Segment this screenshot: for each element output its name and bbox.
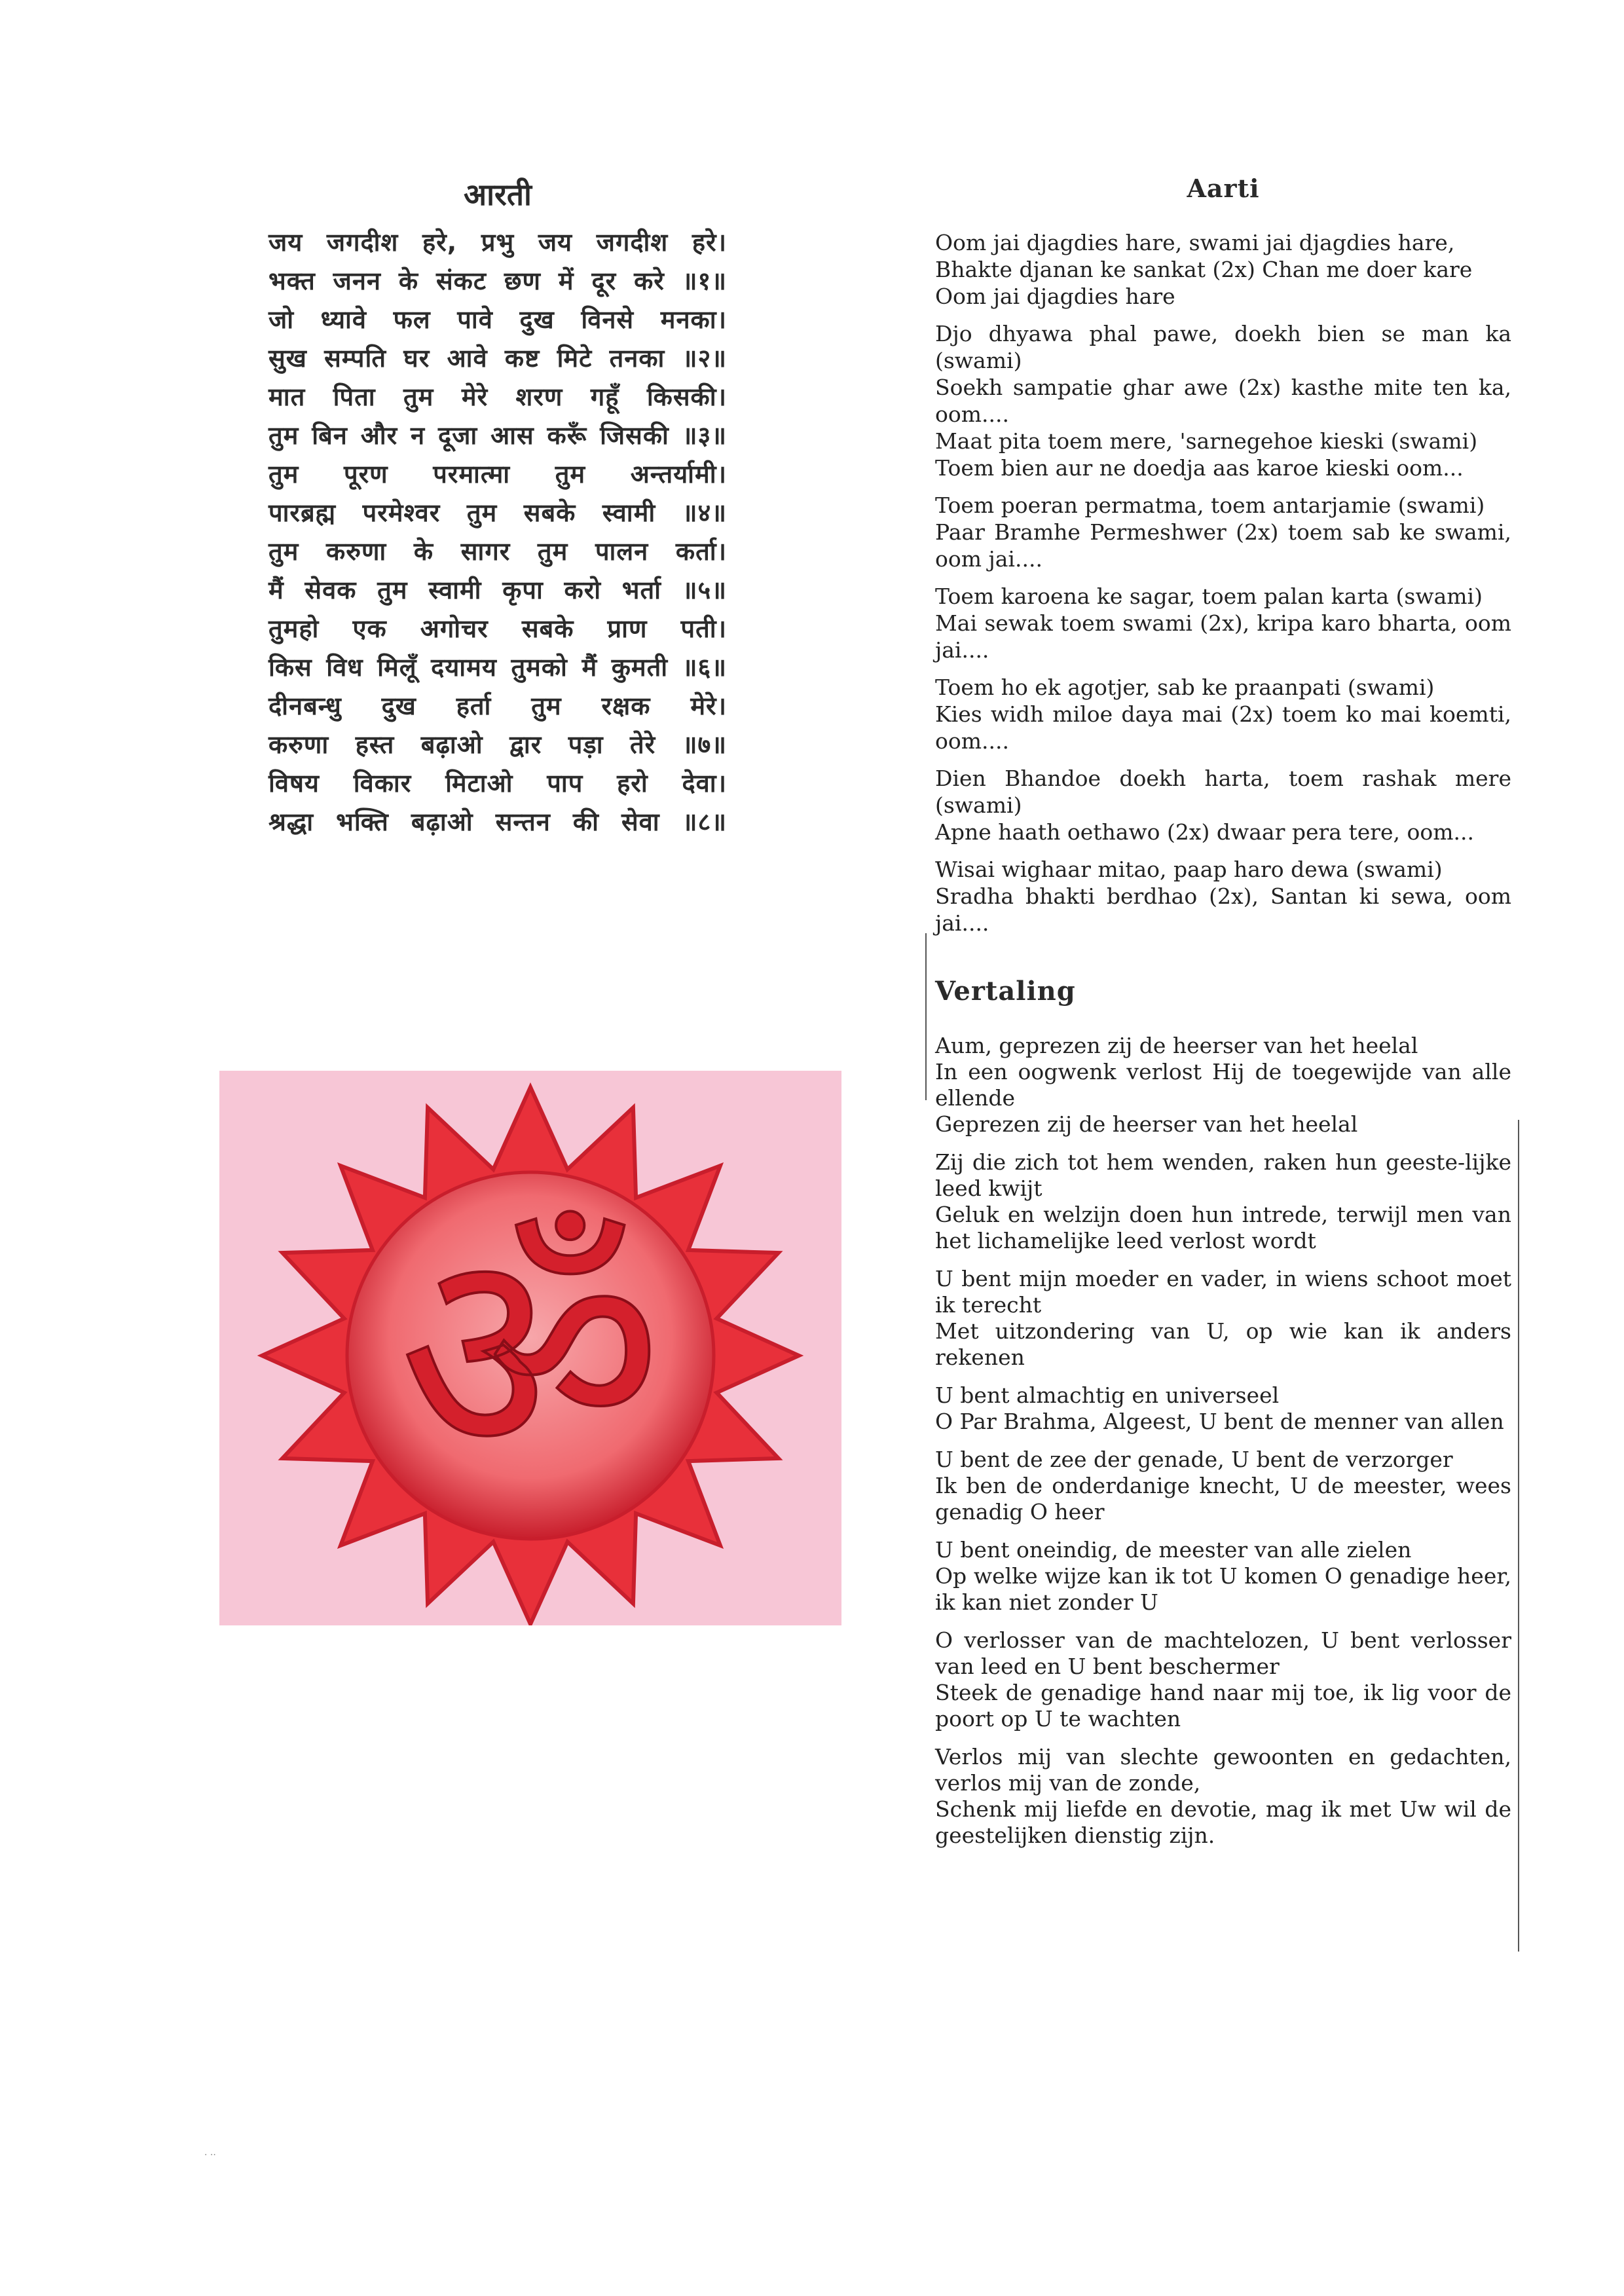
aarti-stanza bbox=[935, 492, 1511, 572]
hindi-line: मात पिता तुम मेरे शरण गहूँ किसकी। bbox=[268, 382, 727, 411]
aarti-stanza bbox=[935, 765, 1511, 845]
vertaling-title: Vertaling bbox=[935, 976, 1076, 1007]
hindi-lines bbox=[268, 223, 727, 842]
aarti-line: Bhakte djanan ke sankat (2x) Chan me doer kare bbox=[935, 257, 1473, 282]
vertaling-line: U bent almachtig en universeel bbox=[935, 1382, 1280, 1408]
hindi-line: पारब्रह्म परमेश्वर तुम सबके स्वामी ॥४॥ bbox=[268, 498, 727, 527]
hindi-line: जय जगदीश हरे, प्रभु जय जगदीश हरे। bbox=[268, 228, 727, 257]
vertaling-line: Verlos mij van slechte gewoonten en gedachten, verlos mij van de zonde, bbox=[935, 1744, 1511, 1796]
aarti-line: Wisai wighaar mitao, paap haro dewa (swami) bbox=[935, 857, 1443, 882]
aarti-line: Kies widh miloe daya mai (2x) toem ko mai koemti, oom.... bbox=[935, 701, 1511, 754]
margin-rule-right bbox=[1518, 1120, 1519, 1952]
vertaling-stanza bbox=[935, 1149, 1511, 1254]
vertaling-stanza bbox=[935, 1744, 1511, 1849]
om-symbol: ॐ bbox=[399, 1187, 662, 1522]
vertaling-line: Ik ben de onderdanige knecht, U de meester, wees genadig O heer bbox=[935, 1473, 1511, 1525]
aarti-line: Paar Bramhe Permeshwer (2x) toem sab ke swami, oom jai.... bbox=[935, 519, 1511, 572]
aarti-line: Maat pita toem mere, 'sarnegehoe kieski (swami) bbox=[935, 428, 1478, 454]
hindi-line: विषय विकार मिटाओ पाप हरो देवा। bbox=[268, 769, 727, 798]
vertaling-line: Schenk mij liefde en devotie, mag ik met Uw wil de geestelijken dienstig zijn. bbox=[935, 1796, 1511, 1848]
vertaling-line: Aum, geprezen zij de heerser van het heelal bbox=[935, 1033, 1418, 1058]
hindi-line: सुख सम्पति घर आवे कष्ट मिटे तनका ॥२॥ bbox=[268, 344, 727, 373]
hindi-line: तुमहो एक अगोचर सबके प्राण पती। bbox=[268, 614, 727, 643]
hindi-title: आरती bbox=[464, 177, 532, 212]
vertaling-line: O verlosser van de machtelozen, U bent verlosser van leed en U bent beschermer bbox=[935, 1627, 1511, 1679]
aarti-line: Sradha bhakti berdhao (2x), Santan ki sewa, oom jai.... bbox=[935, 883, 1511, 936]
hindi-line: दीनबन्धु दुख हर्ता तुम रक्षक मेरे। bbox=[268, 692, 727, 720]
aarti-title: Aarti bbox=[1187, 174, 1260, 203]
vertaling-stanza bbox=[935, 1033, 1511, 1138]
vertaling-line: U bent oneindig, de meester van alle zielen bbox=[935, 1537, 1412, 1563]
vertaling-stanza bbox=[935, 1447, 1511, 1525]
vertaling-line: Met uitzondering van U, op wie kan ik anders rekenen bbox=[935, 1318, 1511, 1370]
right-column bbox=[935, 174, 1511, 1861]
vertaling-line: Geluk en welzijn doen hun intrede, terwijl men van het lichamelijke leed verlost wordt bbox=[935, 1202, 1511, 1253]
margin-rule-left bbox=[925, 933, 927, 1100]
aarti-stanza bbox=[935, 674, 1511, 754]
hindi-line: तुम बिन और न दूजा आस करूँ जिसकी ॥३॥ bbox=[268, 421, 727, 450]
hindi-line: करुणा हस्त बढ़ाओ द्वार पड़ा तेरे ॥७॥ bbox=[268, 730, 727, 759]
aarti-transliteration bbox=[935, 229, 1511, 936]
hindi-line: किस विध मिलूँ दयामय तुमको मैं कुमती ॥६॥ bbox=[268, 653, 727, 682]
vertaling-translation bbox=[935, 1033, 1511, 1849]
vertaling-stanza bbox=[935, 1537, 1511, 1616]
aarti-stanza bbox=[935, 320, 1511, 481]
hindi-line: मैं सेवक तुम स्वामी कृपा करो भर्ता ॥५॥ bbox=[268, 576, 727, 604]
aarti-line: Soekh sampatie ghar awe (2x) kasthe mite ten ka, oom.... bbox=[935, 375, 1511, 427]
vertaling-line: O Par Brahma, Algeest, U bent de menner van allen bbox=[935, 1409, 1504, 1434]
om-sun-illustration bbox=[219, 1071, 841, 1625]
om-icon bbox=[219, 1071, 841, 1625]
aarti-line: Toem ho ek agotjer, sab ke praanpati (swami) bbox=[935, 675, 1435, 700]
vertaling-line: U bent de zee der genade, U bent de verzorger bbox=[935, 1447, 1453, 1472]
vertaling-line: U bent mijn moeder en vader, in wiens schoot moet ik terecht bbox=[935, 1266, 1511, 1318]
vertaling-stanza bbox=[935, 1627, 1511, 1732]
hindi-line: भक्त जनन के संकट छण में दूर करे ॥१॥ bbox=[268, 267, 727, 295]
vertaling-line: In een oogwenk verlost Hij de toegewijde van alle ellende bbox=[935, 1059, 1511, 1111]
hindi-line: तुम पूरण परमात्मा तुम अन्तर्यामी। bbox=[268, 460, 727, 489]
aarti-line: Toem karoena ke sagar, toem palan karta (swami) bbox=[935, 583, 1483, 609]
vertaling-line: Steek de genadige hand naar mij toe, ik lig voor de poort op U te wachten bbox=[935, 1680, 1511, 1731]
hindi-line: तुम करुणा के सागर तुम पालन कर्ता। bbox=[268, 537, 727, 566]
hindi-line: श्रद्धा भक्ति बढ़ाओ सन्तन की सेवा ॥८॥ bbox=[268, 807, 727, 836]
aarti-stanza bbox=[935, 856, 1511, 936]
hindi-line: जो ध्यावे फल पावे दुख विनसे मनका। bbox=[268, 305, 727, 334]
aarti-line: Mai sewak toem swami (2x), kripa karo bharta, oom jai.... bbox=[935, 610, 1511, 663]
aarti-stanza bbox=[935, 583, 1511, 663]
aarti-line: Toem bien aur ne doedja aas karoe kieski oom... bbox=[935, 455, 1464, 481]
aarti-line: Oom jai djagdies hare bbox=[935, 284, 1175, 309]
vertaling-stanza bbox=[935, 1382, 1511, 1435]
aarti-line: Djo dhyawa phal pawe, doekh bien se man ka (swami) bbox=[935, 321, 1511, 373]
vertaling-line: Geprezen zij de heerser van het heelal bbox=[935, 1111, 1358, 1137]
vertaling-line: Zij die zich tot hem wenden, raken hun geeste-lijke leed kwijt bbox=[935, 1149, 1511, 1201]
aarti-line: Oom jai djagdies hare, swami jai djagdies hare, bbox=[935, 230, 1455, 255]
aarti-line: Dien Bhandoe doekh harta, toem rashak mere (swami) bbox=[935, 766, 1511, 818]
vertaling-line: Op welke wijze kan ik tot U komen O genadige heer, ik kan niet zonder U bbox=[935, 1563, 1511, 1615]
hindi-aarti-block bbox=[268, 174, 727, 842]
aarti-stanza bbox=[935, 229, 1511, 310]
aarti-line: Toem poeran permatma, toem antarjamie (swami) bbox=[935, 492, 1485, 518]
vertaling-stanza bbox=[935, 1266, 1511, 1371]
aarti-line: Apne haath oethawo (2x) dwaar pera tere, oom... bbox=[935, 819, 1475, 845]
scan-mark: · ·· bbox=[204, 2150, 216, 2160]
